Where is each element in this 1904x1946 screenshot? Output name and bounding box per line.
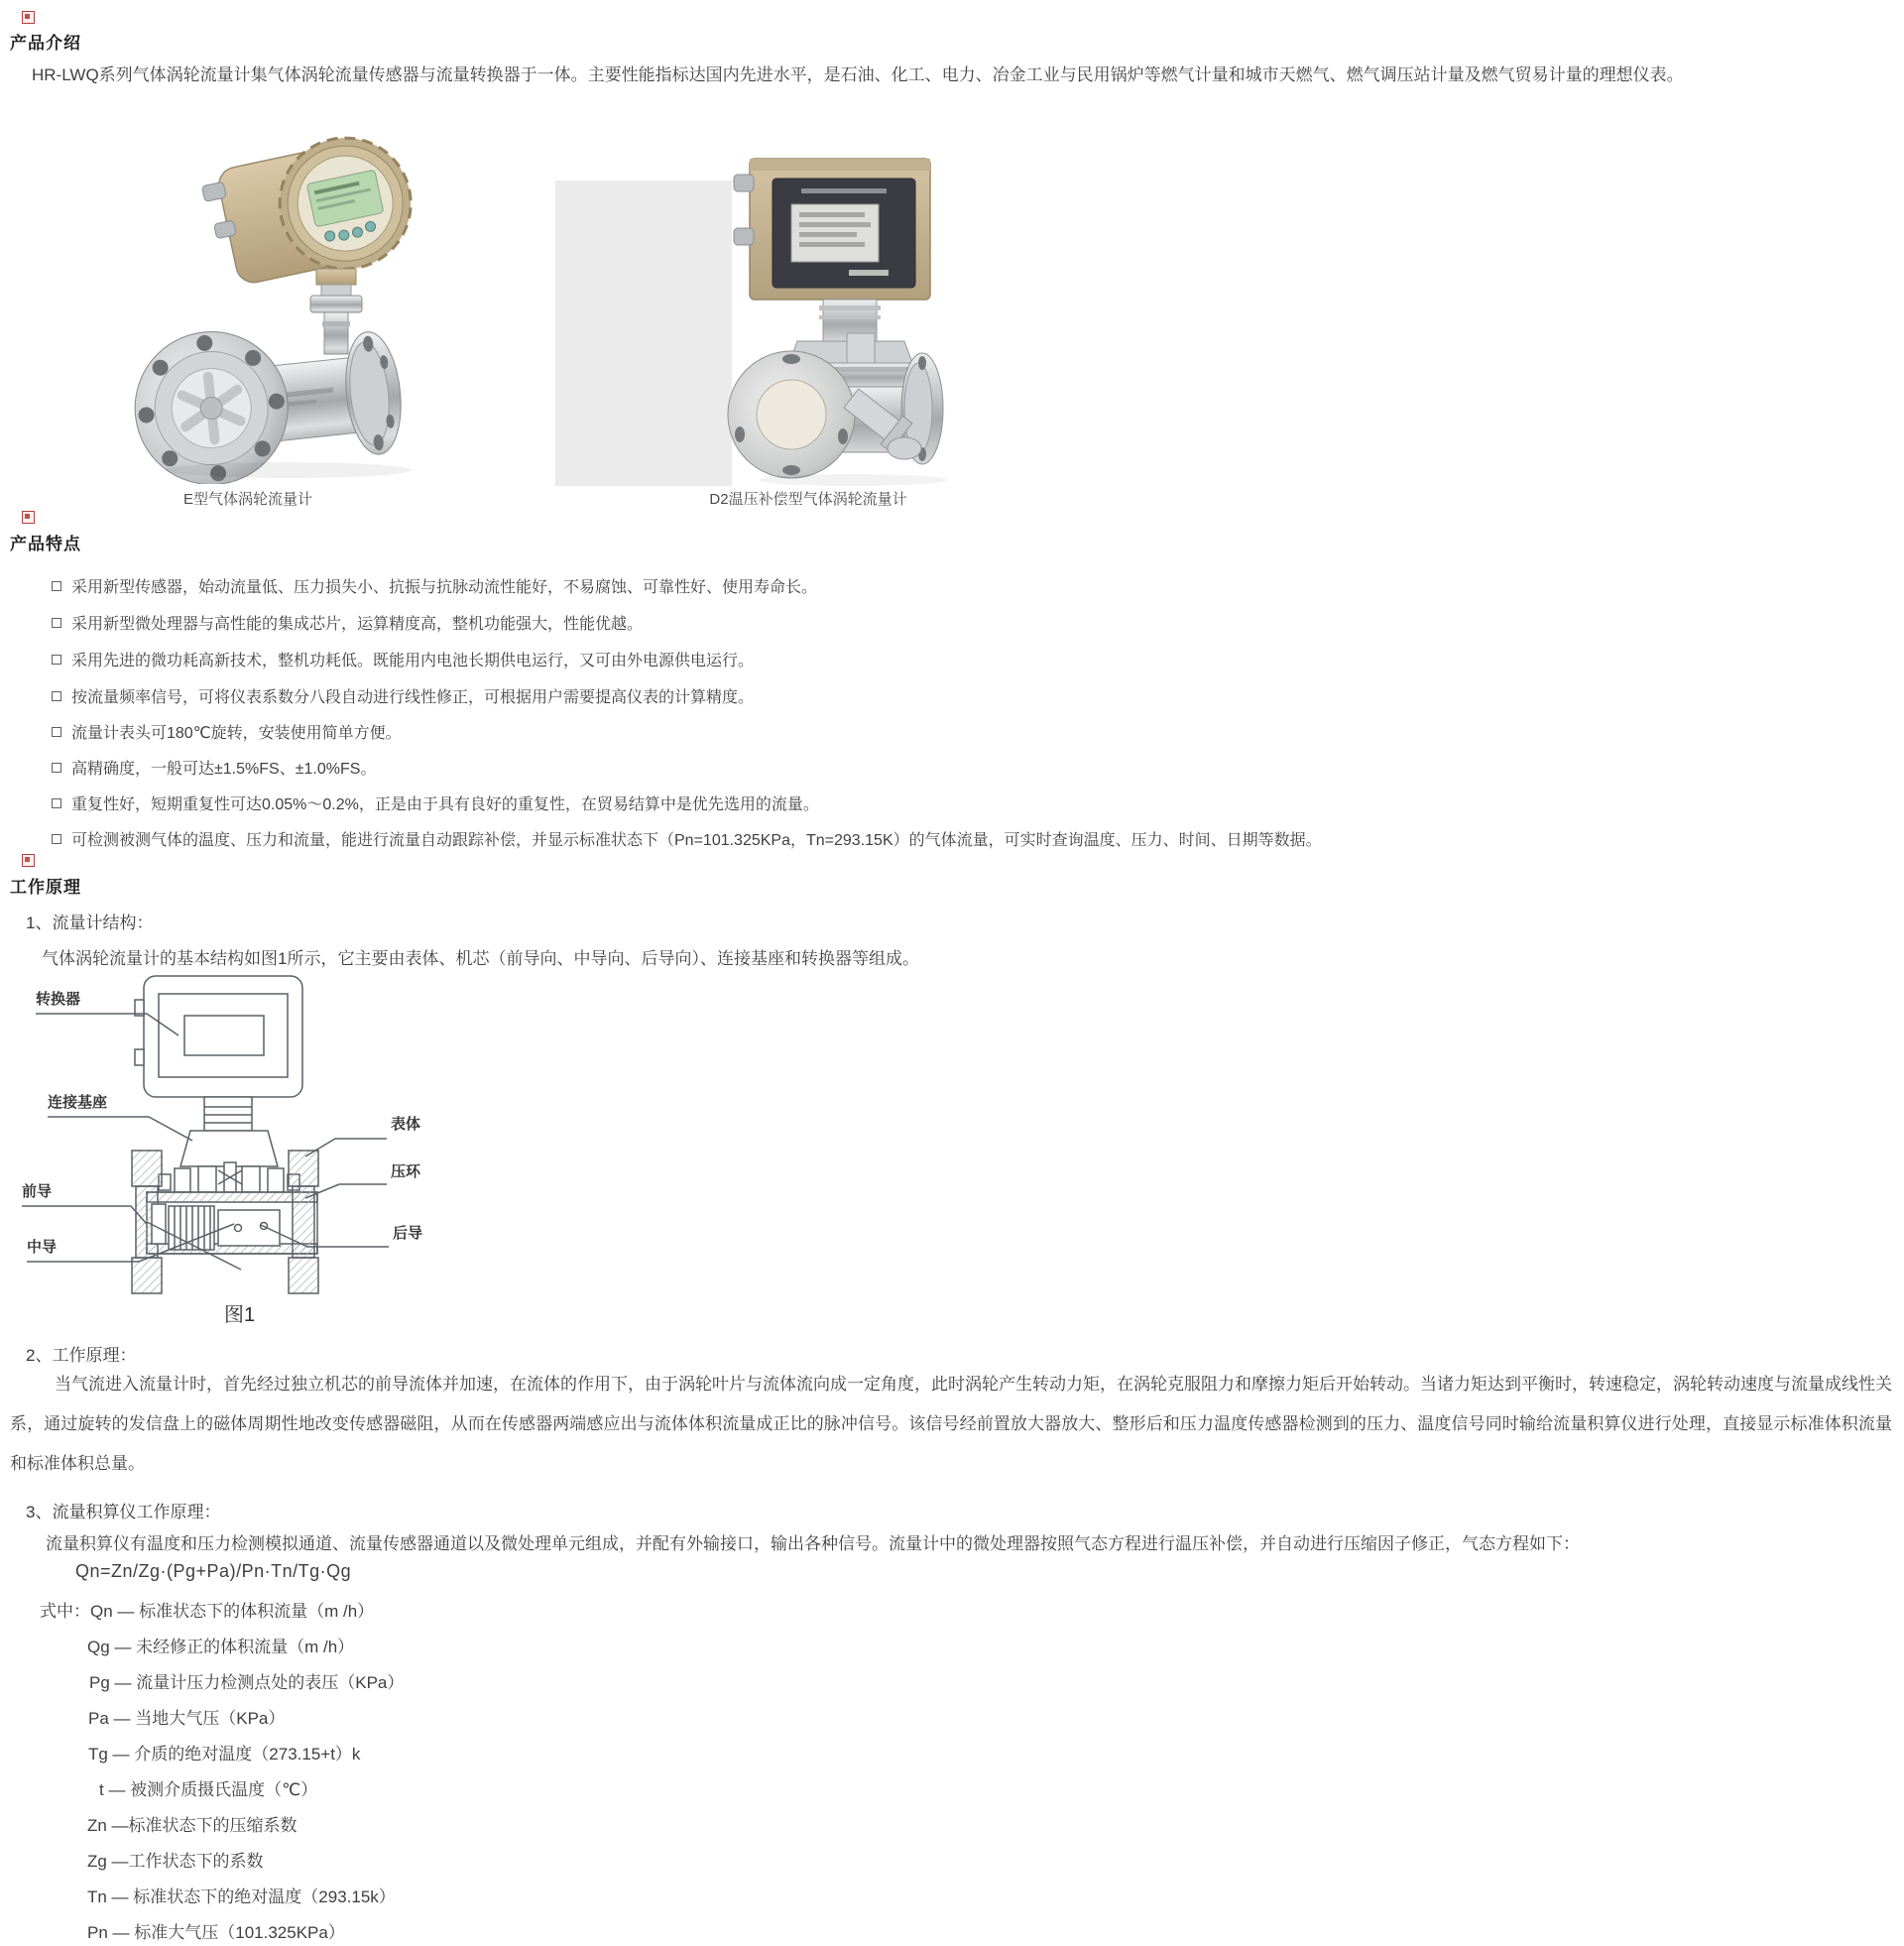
feature-item [52, 611, 643, 634]
square-bullet-icon [52, 798, 61, 808]
section-heading-intro: 产品介绍 [10, 34, 81, 53]
product-caption-e-type: E型气体涡轮流量计 [182, 491, 312, 508]
gas-state-formula: Qn=Zn/Zg·(Pg+Pa)/Pn·Tn/Tg·Qg [75, 1561, 352, 1581]
product-photo-d2-type [555, 117, 952, 486]
figure-label-middle-guide: 中导 [27, 1239, 58, 1256]
feature-text: 高精确度，一般可达±1.5%FS、±1.0%FS。 [71, 761, 377, 778]
principle-s3-body: 流量积算仪有温度和压力检测模拟通道、流量传感器通道以及微处理单元组成，并配有外输接口，输出各种信号。流量计中的微处理器按照气态方程进行温压补偿，并自动进行压缩因子修正，气态方程如下： [46, 1534, 1580, 1553]
figure-label-press-ring: 压环 [391, 1163, 421, 1180]
square-bullet-icon [52, 691, 61, 701]
definition-line: Pg — 流量计压力检测点处的表压（KPa） [89, 1673, 405, 1692]
section-heading-principle: 工作原理 [10, 878, 81, 897]
feature-item [52, 720, 402, 743]
feature-item [52, 574, 817, 597]
feature-text: 采用新型传感器，始动流量低、压力损失小、抗振与抗脉动流性能好，不易腐蚀、可靠性好、使用寿命长。 [71, 579, 818, 596]
principle-s1-title: 1、流量计结构： [26, 913, 154, 932]
feature-item [52, 827, 1322, 850]
definition-line: Qg — 未经修正的体积流量（m /h） [87, 1638, 355, 1656]
definition-line: 式中：Qn — 标准状态下的体积流量（m /h） [40, 1602, 375, 1621]
definition-line: Zn —标准状态下的压缩系数 [87, 1816, 298, 1835]
square-bullet-icon [52, 581, 61, 591]
feature-item [52, 791, 819, 814]
definition-line: Tg — 介质的绝对温度（273.15+t）k [88, 1745, 361, 1764]
section-marker-icon [22, 511, 35, 524]
product-photo-e-type [124, 105, 426, 484]
figure-label-meter-body: 表体 [391, 1116, 421, 1133]
figure-label-base: 连接基座 [48, 1094, 108, 1111]
figure-label-converter: 转换器 [36, 991, 81, 1008]
feature-text: 按流量频率信号，可将仪表系数分八段自动进行线性修正，可根据用户需要提高仪表的计算精度。 [71, 689, 755, 706]
square-bullet-icon [52, 618, 61, 628]
square-bullet-icon [52, 763, 61, 773]
principle-s2-body: 当气流进入流量计时，首先经过独立机芯的前导流体并加速，在流体的作用下，由于涡轮叶片与流体流向成一定角度，此时涡轮产生转动力矩，在涡轮克服阻力和摩擦力矩后开始转动。当诸力矩达到平衡时，转速稳定，涡轮转动速度与流量成线性关系，通过旋转的发信盘上的磁体周期性地改变传感器磁阻，从而在传感器两端感应出与流体体积流量成正比的脉冲信号。该信号经前置放大器放大、整形后和压力温度传感器检测到的压力、温度信号同时输给流量积算仪进行处理，直接显示标准体积流量和标准体积总量。 [10, 1375, 1892, 1473]
principle-s1-body: 气体涡轮流量计的基本结构如图1所示，它主要由表体、机芯（前导向、中导向、后导向）、连接基座和转换器等组成。 [42, 949, 919, 968]
intro-paragraph: HR-LWQ系列气体涡轮流量计集气体涡轮流量传感器与流量转换器于一体。主要性能指标达国内先进水平，是石油、化工、电力、冶金工业与民用锅炉等燃气计量和城市天燃气、燃气调压站计量及燃气贸易计量的理想仪表。 [32, 65, 1684, 84]
figure-caption: 图1 [224, 1304, 256, 1326]
square-bullet-icon [52, 727, 61, 737]
feature-item [52, 756, 376, 779]
feature-text: 重复性好，短期重复性可达0.05%～0.2%，正是由于具有良好的重复性，在贸易结算中是优先选用的流量。 [71, 796, 819, 813]
figure-label-front-guide: 前导 [22, 1183, 53, 1200]
definition-line: Pn — 标准大气压（101.325KPa） [87, 1923, 345, 1942]
feature-item [52, 648, 754, 670]
definition-line: t — 被测介质摄氏温度（℃） [99, 1780, 318, 1799]
section-heading-features: 产品特点 [10, 535, 81, 553]
feature-text: 可检测被测气体的温度、压力和流量，能进行流量自动跟踪补偿，并显示标准状态下（Pn=101.325KPa，Tn=293.15K）的气体流量，可实时查询温度、压力、时间、日期等数据。 [71, 832, 1322, 849]
figure1-structure-diagram [8, 972, 456, 1335]
feature-text: 采用先进的微功耗高新技术，整机功耗低。既能用内电池长期供电运行，又可由外电源供电运行。 [71, 653, 755, 669]
definition-line: Tn — 标准状态下的绝对温度（293.15k） [87, 1887, 396, 1906]
figure-label-rear-guide: 后导 [393, 1225, 423, 1242]
square-bullet-icon [52, 834, 61, 844]
definition-line: Zg —工作状态下的系数 [87, 1852, 264, 1871]
section-marker-icon [22, 11, 35, 24]
principle-s2-title: 2、工作原理： [26, 1346, 137, 1365]
definition-line: Pa — 当地大气压（KPa） [88, 1709, 286, 1728]
section-marker-icon [22, 854, 35, 867]
product-caption-d2-type: D2温压补偿型气体涡轮流量计 [709, 491, 907, 508]
square-bullet-icon [52, 655, 61, 665]
feature-item [52, 684, 754, 707]
feature-text: 流量计表头可180℃旋转，安装使用简单方便。 [71, 725, 402, 742]
principle-s3-title: 3、流量积算仪工作原理： [26, 1503, 221, 1521]
feature-text: 采用新型微处理器与高性能的集成芯片，运算精度高，整机功能强大，性能优越。 [71, 616, 644, 633]
